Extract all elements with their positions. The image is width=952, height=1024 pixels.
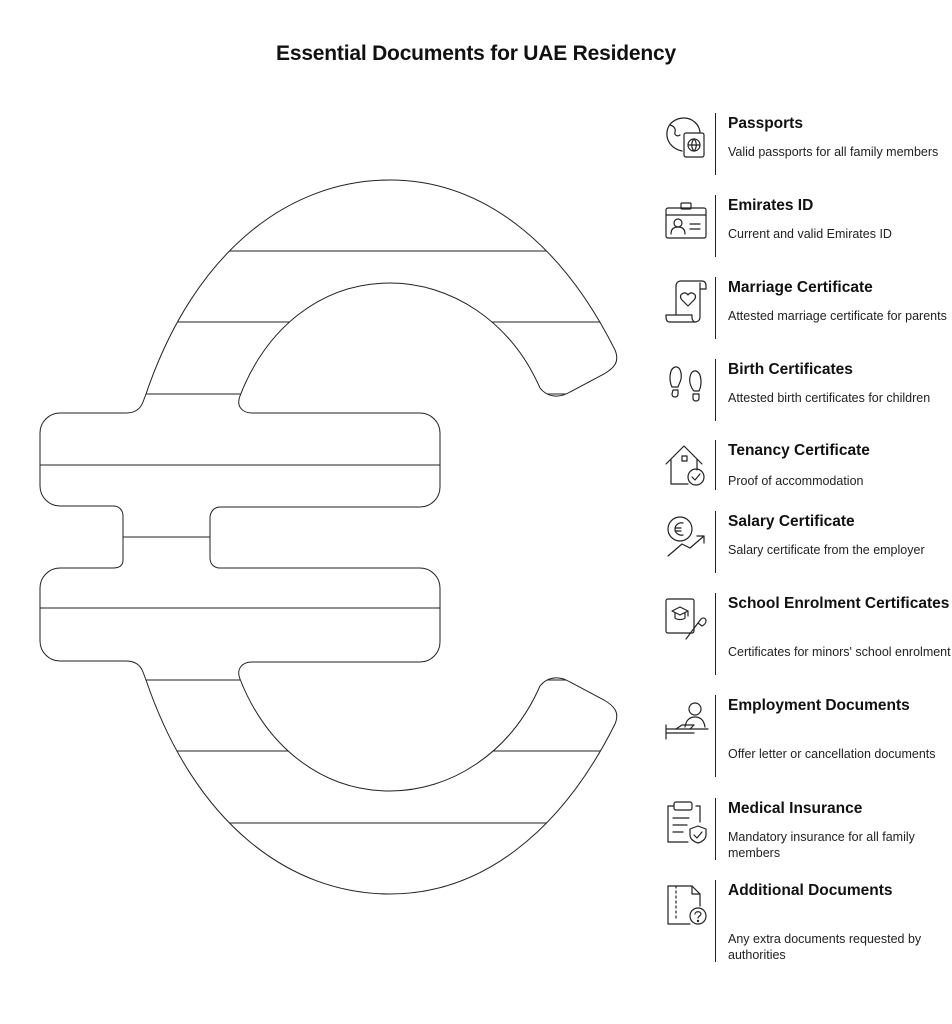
document-description: Certificates for minors' school enrolment — [728, 645, 951, 659]
document-name: Emirates ID — [728, 197, 814, 214]
clipboard-shield-icon — [662, 798, 710, 846]
scroll-heart-icon — [662, 277, 710, 325]
page-title: Essential Documents for UAE Residency — [276, 42, 676, 65]
passport-icon — [662, 113, 710, 161]
document-name: School Enrolment Certificates — [728, 595, 950, 612]
document-description: Mandatory insurance for all family members — [728, 830, 915, 860]
salary-growth-icon — [662, 511, 710, 559]
document-description: Proof of accommodation — [728, 474, 864, 488]
document-description: Valid passports for all family members — [728, 145, 939, 159]
employee-desk-icon — [662, 695, 710, 743]
footprints-icon — [662, 359, 710, 407]
id-card-icon — [662, 195, 710, 243]
document-description: Salary certificate from the employer — [728, 543, 925, 557]
house-check-icon — [662, 440, 710, 488]
document-description: Attested birth certificates for children — [728, 391, 931, 405]
document-description: Any extra documents requested by authorities — [728, 932, 922, 962]
document-name: Salary Certificate — [728, 513, 855, 530]
document-name: Passports — [728, 115, 803, 132]
document-name: Tenancy Certificate — [728, 442, 870, 459]
document-description: Current and valid Emirates ID — [728, 227, 892, 241]
document-name: Medical Insurance — [728, 800, 863, 817]
document-name: Birth Certificates — [728, 361, 853, 378]
document-name: Additional Documents — [728, 882, 893, 899]
graduation-certificate-icon — [662, 593, 710, 641]
document-question-icon — [662, 880, 710, 928]
document-name: Employment Documents — [728, 697, 910, 714]
document-description: Offer letter or cancellation documents — [728, 747, 936, 761]
document-name: Marriage Certificate — [728, 279, 873, 296]
document-description: Attested marriage certificate for parents — [728, 309, 947, 323]
